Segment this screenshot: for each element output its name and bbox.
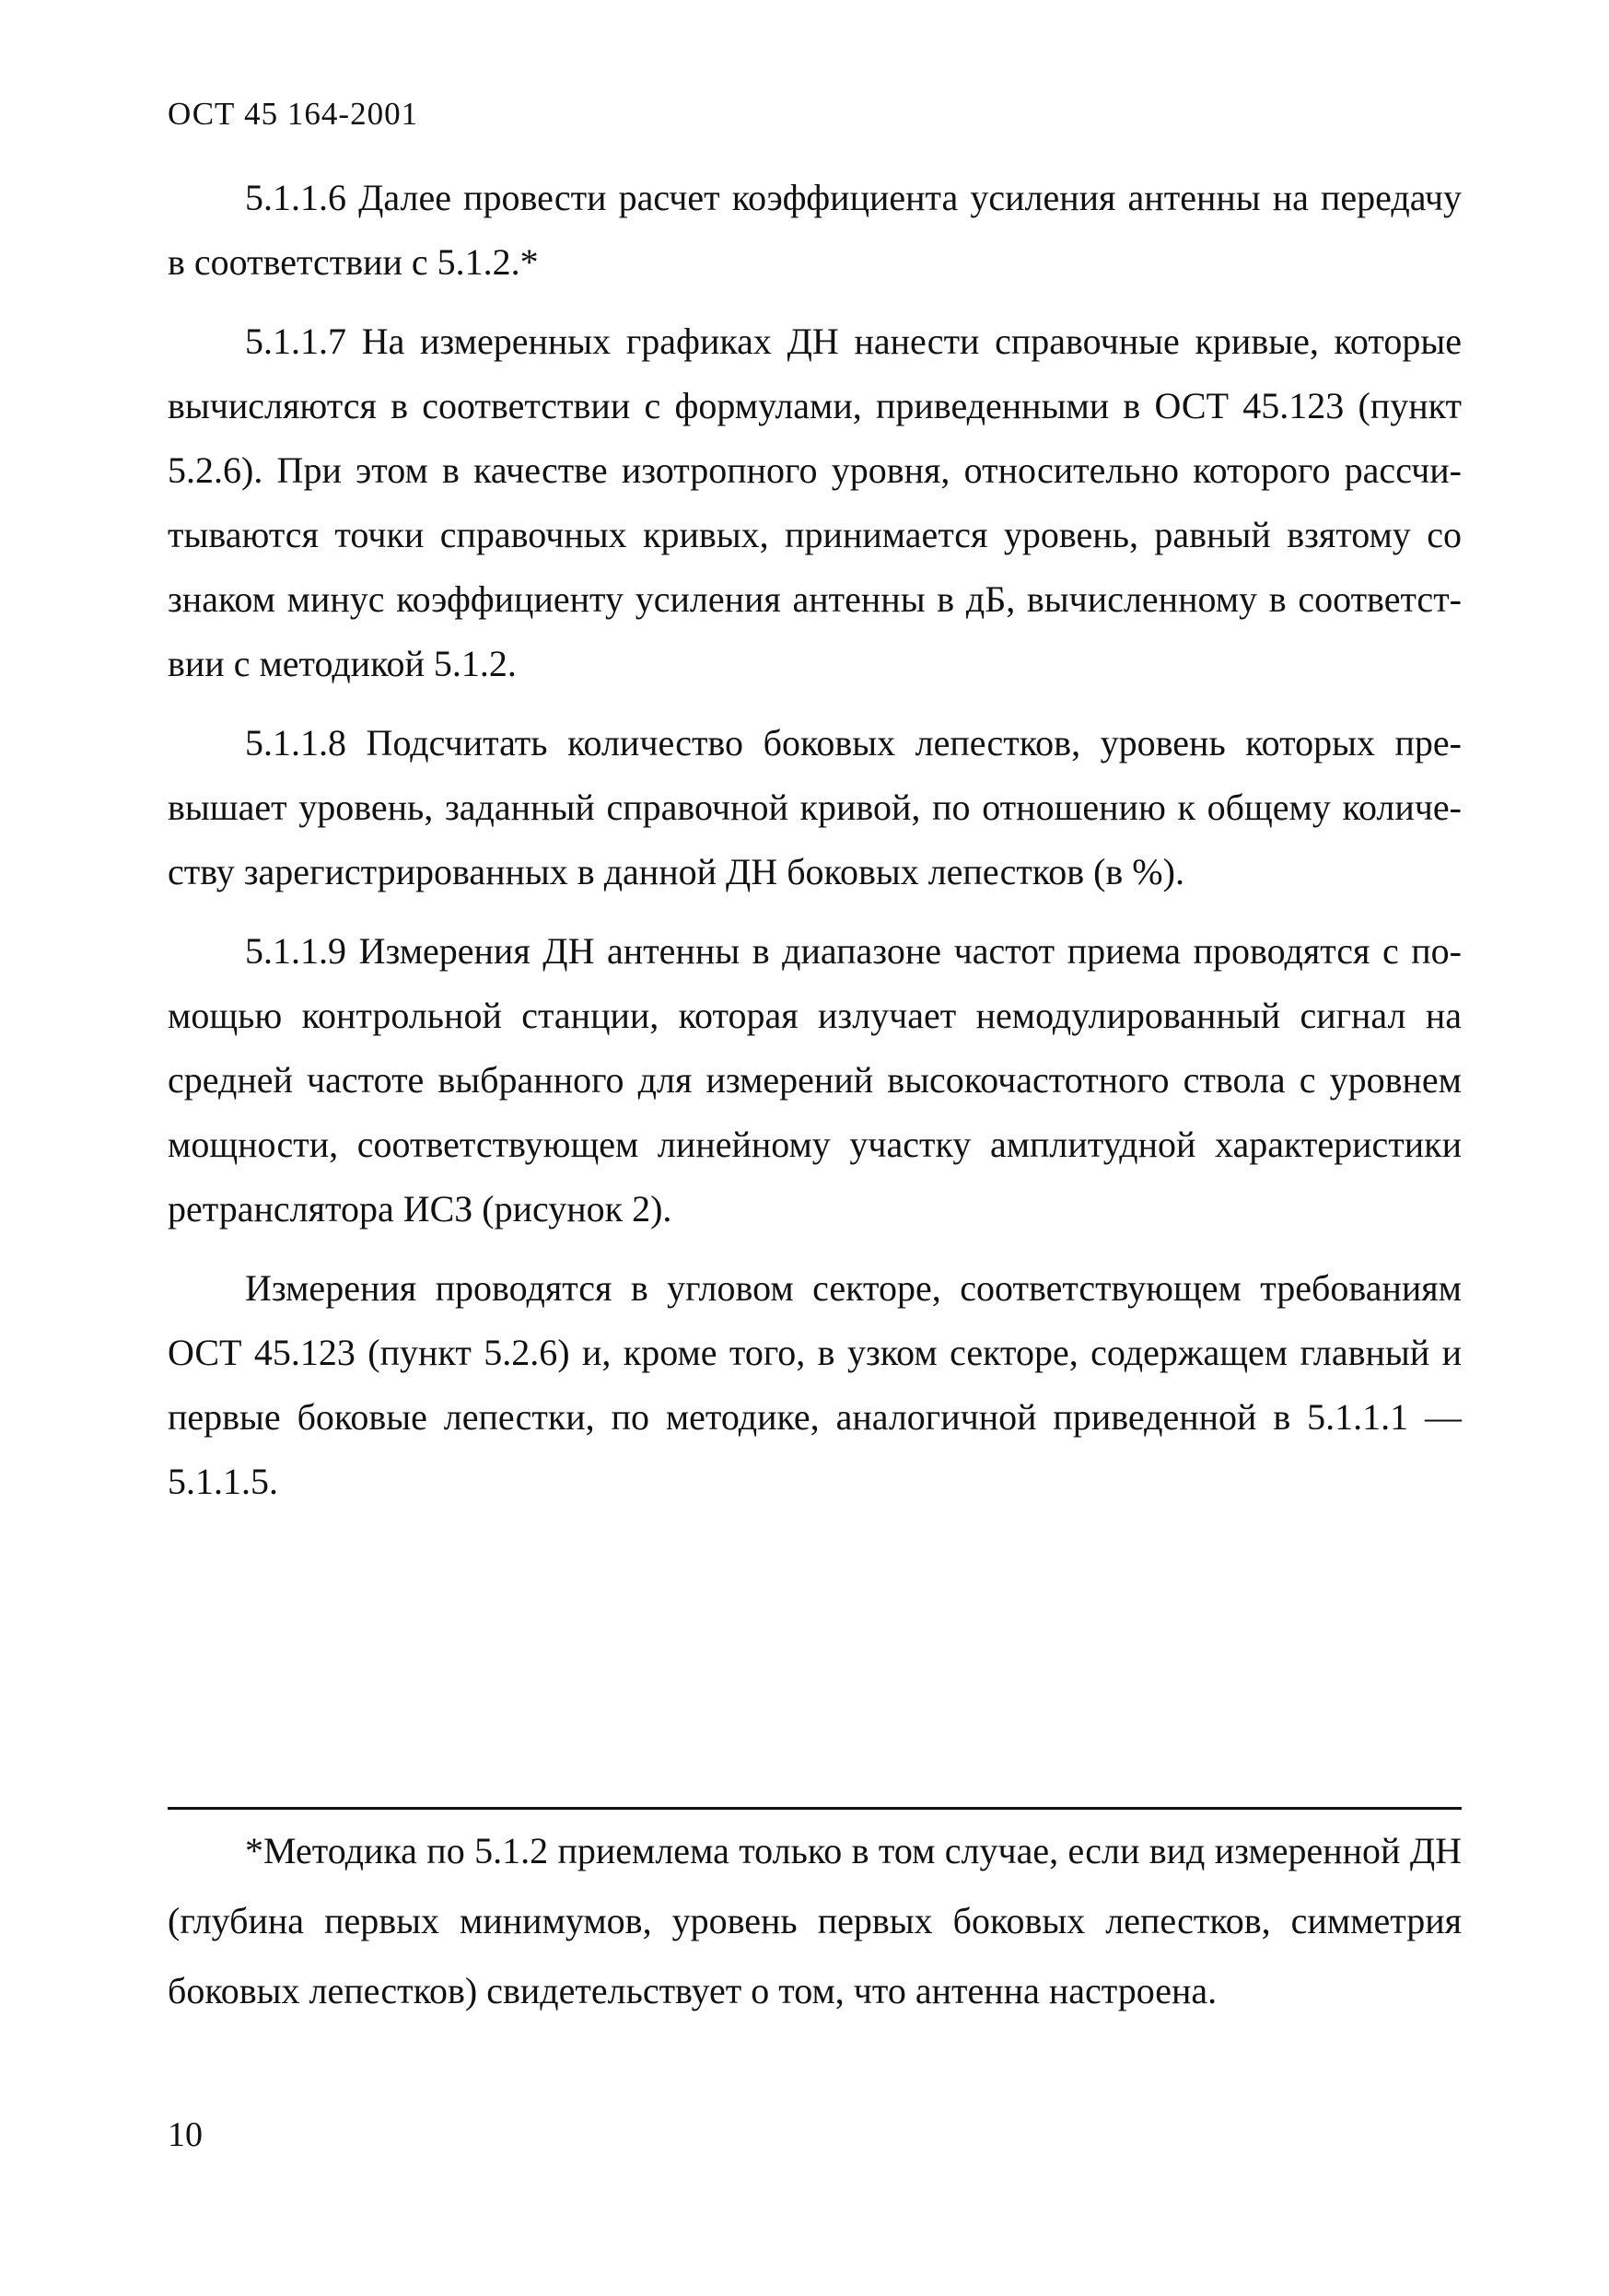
page-number: 10 — [168, 2115, 203, 2154]
footnote-separator — [168, 1807, 1462, 1810]
paragraph-5-1-1-8: 5.1.1.8 Подсчитать количество боковых лепестков, уровень которых превышает уровень, заданный справочной кривой, по отношению к общему количеству зарегистрированных в данной ДН боковых лепестков (в %). — [168, 722, 1462, 892]
main-text — [168, 166, 1462, 1529]
paragraph-5-1-1-6: 5.1.1.6 Далее провести расчет коэффициента усиления антенны на передачу в соответствии с 5.1.2.* — [168, 177, 1462, 283]
paragraph-5-1-1-9: 5.1.1.9 Измерения ДН антенны в диапазоне частот приема проводятся с помощью контрольной станции, которая излучает немодулированный сигнал на средней частоте выбранного для измерений высокочастотного ствола с уровнем мощности, соответствующем линейному участку амплитудной характеристики ретранслятора ИСЗ (рисунок 2). — [168, 930, 1462, 1230]
document-header: ОСТ 45 164-2001 — [168, 96, 419, 132]
paragraph-5-1-1-7: 5.1.1.7 На измеренных графиках ДН нанести справочные кривые, которые вычисляются в соответствии с формулами, приведенными в ОСТ 45.123 (пункт 5.2.6). При этом в качестве изотропного уровня, относительно которого рассчитываются точки справочных кривых, принимается уровень, равный взятому со знаком минус коэффициенту усиления антенны в дБ, вычисленному в соответствии с методикой 5.1.2. — [168, 321, 1462, 684]
paragraph-measurements: Измерения проводятся в угловом секторе, соответствующем требованиям ОСТ 45.123 (пункт 5.2.6) и, кроме того, в узком секторе, содержащем главный и первые боковые лепестки, по методике, аналогичной приведенной в 5.1.1.1 — 5.1.1.5. — [168, 1267, 1462, 1502]
footnote: *Методика по 5.1.2 приемлема только в том случае, если вид измеренной ДН (глубина первых минимумов, уровень первых боковых лепестков, симметрия боковых лепестков) свидетельствует о том, что антенна настроена. — [168, 1830, 1462, 2011]
